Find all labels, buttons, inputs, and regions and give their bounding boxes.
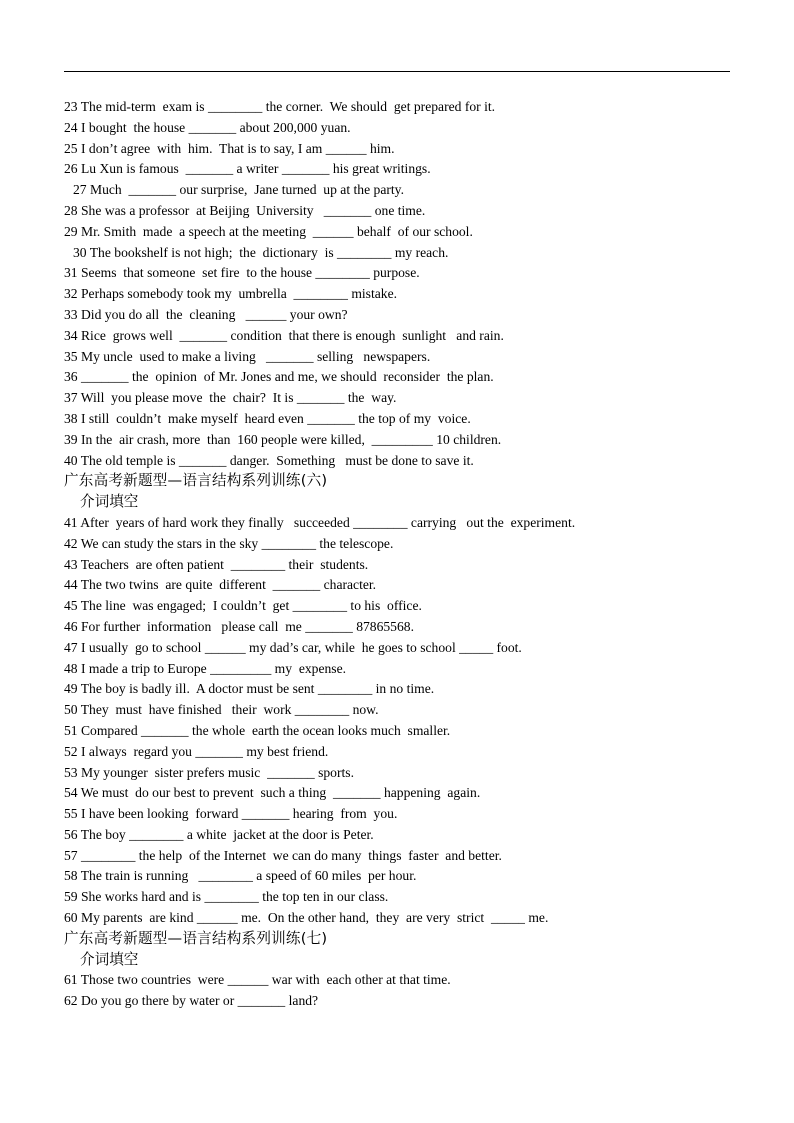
- question-58: 58 The train is running ________ a speed of 60 miles per hour.: [64, 868, 417, 884]
- question-list-part-a: [64, 97, 744, 471]
- question-24: 24 I bought the house _______ about 200,000 yuan.: [64, 119, 351, 135]
- section-subheading-6: 介词填空: [80, 493, 139, 511]
- question-53: 53 My younger sister prefers music _______ sports.: [64, 764, 354, 780]
- question-43: 43 Teachers are often patient ________ their students.: [64, 556, 369, 572]
- worksheet-body: [64, 97, 744, 1012]
- question-30: 30 The bookshelf is not high; the dictionary is ________ my reach.: [73, 244, 449, 260]
- question-45: 45 The line was engaged; I couldn’t get ________ to his office.: [64, 598, 422, 614]
- section-heading-7: 广东高考新题型—语言结构系列训练(七): [64, 929, 328, 947]
- section-heading-6: 广东高考新题型—语言结构系列训练(六): [64, 472, 328, 490]
- question-32: 32 Perhaps somebody took my umbrella ________ mistake.: [64, 286, 398, 302]
- question-26: 26 Lu Xun is famous _______ a writer _______ his great writings.: [64, 161, 431, 177]
- question-37: 37 Will you please move the chair? It is _______ the way.: [64, 390, 397, 406]
- question-49: 49 The boy is badly ill. A doctor must be sent ________ in no time.: [64, 681, 435, 697]
- question-50: 50 They must have finished their work ________ now.: [64, 702, 379, 718]
- question-48: 48 I made a trip to Europe _________ my expense.: [64, 660, 347, 676]
- question-28: 28 She was a professor at Beijing University _______ one time.: [64, 202, 426, 218]
- question-62: 62 Do you go there by water or _______ land?: [64, 993, 319, 1009]
- question-46: 46 For further information please call me _______ 87865568.: [64, 618, 414, 634]
- question-47: 47 I usually go to school ______ my dad’s car, while he goes to school _____ foot.: [64, 639, 522, 655]
- header-rule: [64, 71, 730, 72]
- question-36: 36 _______ the opinion of Mr. Jones and me, we should reconsider the plan.: [64, 369, 494, 385]
- question-51: 51 Compared _______ the whole earth the ocean looks much smaller.: [64, 722, 451, 738]
- question-33: 33 Did you do all the cleaning ______ your own?: [64, 306, 348, 322]
- question-57: 57 ________ the help of the Internet we can do many things faster and better.: [64, 847, 502, 863]
- question-35: 35 My uncle used to make a living _______ selling newspapers.: [64, 348, 431, 364]
- question-34: 34 Rice grows well _______ condition that there is enough sunlight and rain.: [64, 327, 504, 343]
- question-list-part-c: [64, 970, 744, 1012]
- question-31: 31 Seems that someone set fire to the house ________ purpose.: [64, 265, 420, 281]
- question-54: 54 We must do our best to prevent such a thing _______ happening again.: [64, 785, 481, 801]
- question-40: 40 The old temple is _______ danger. Something must be done to save it.: [64, 452, 474, 468]
- question-27: 27 Much _______ our surprise, Jane turned up at the party.: [73, 182, 404, 198]
- question-61: 61 Those two countries were ______ war with each other at that time.: [64, 972, 451, 988]
- question-60: 60 My parents are kind ______ me. On the other hand, they are very strict _____ me.: [64, 910, 549, 926]
- question-59: 59 She works hard and is ________ the top ten in our class.: [64, 889, 389, 905]
- question-25: 25 I don’t agree with him. That is to say, I am ______ him.: [64, 140, 395, 156]
- question-39: 39 In the air crash, more than 160 people were killed, _________ 10 children.: [64, 431, 502, 447]
- question-42: 42 We can study the stars in the sky ________ the telescope.: [64, 535, 394, 551]
- question-52: 52 I always regard you _______ my best friend.: [64, 743, 329, 759]
- question-38: 38 I still couldn’t make myself heard even _______ the top of my voice.: [64, 410, 471, 426]
- question-23: 23 The mid-term exam is ________ the corner. We should get prepared for it.: [64, 99, 496, 114]
- question-list-part-b: [64, 513, 744, 929]
- section-subheading-7: 介词填空: [80, 950, 139, 968]
- question-41: 41 After years of hard work they finally succeeded ________ carrying out the experiment.: [64, 514, 576, 530]
- question-44: 44 The two twins are quite different _______ character.: [64, 577, 377, 593]
- question-55: 55 I have been looking forward _______ hearing from you.: [64, 806, 398, 822]
- question-56: 56 The boy ________ a white jacket at the door is Peter.: [64, 826, 374, 842]
- question-29: 29 Mr. Smith made a speech at the meeting ______ behalf of our school.: [64, 223, 473, 239]
